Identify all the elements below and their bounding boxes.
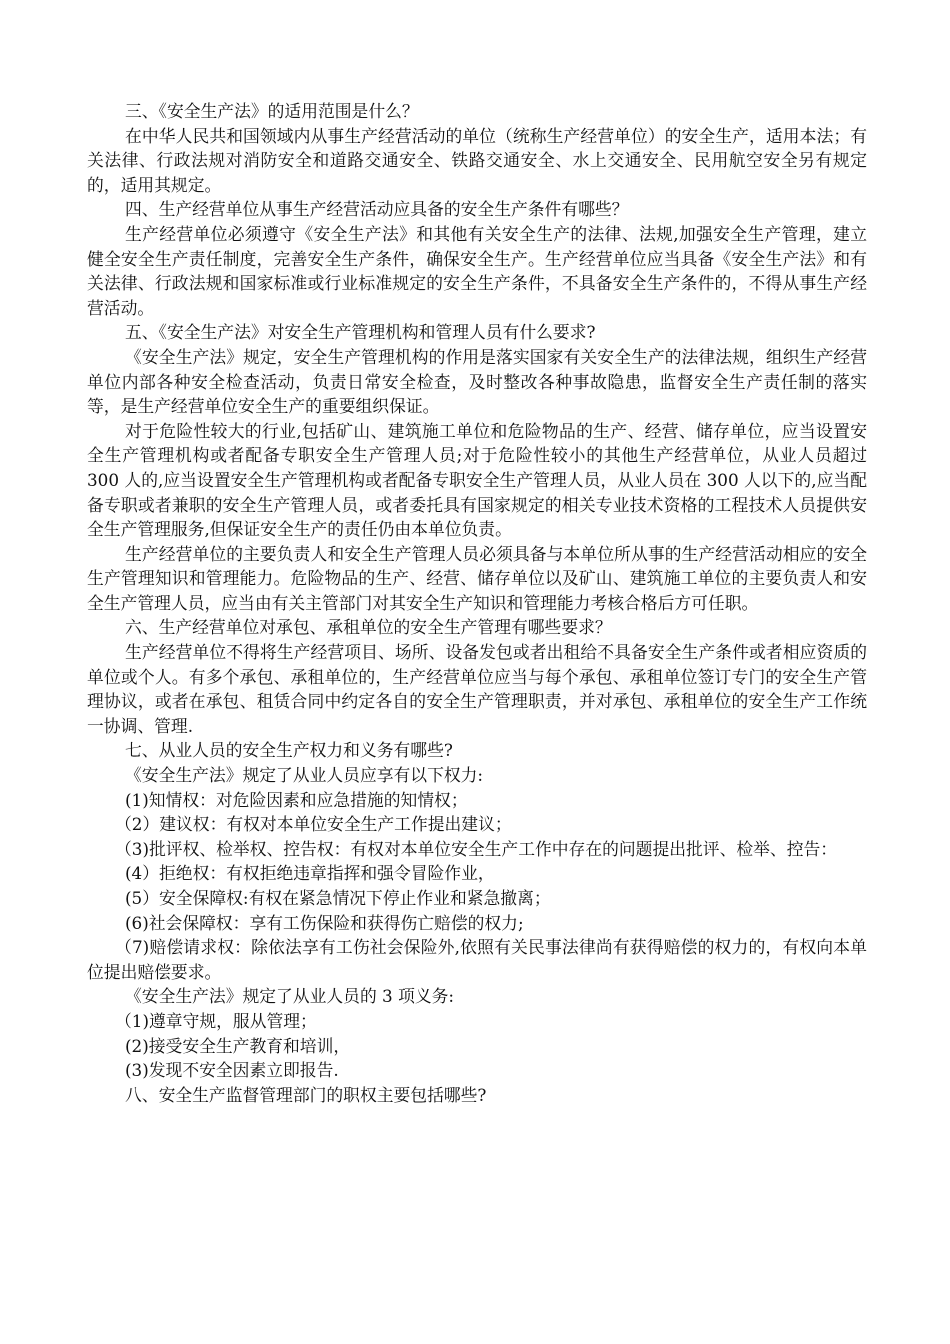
section-heading: 八、安全生产监督管理部门的职权主要包括哪些? <box>125 1084 487 1105</box>
list-item: (6)社会保障权：享有工伤保险和获得伤亡赔偿的权力; <box>125 912 524 933</box>
list-item: (4）拒绝权：有权拒绝违章指挥和强令冒险作业， <box>125 863 495 884</box>
list-item: (1)知情权：对危险因素和应急措施的知情权； <box>125 789 468 810</box>
body-paragraph: 生产经营单位不得将生产经营项目、场所、设备发包或者出租给不具备安全生产条件或者相应资质的单位或个人。有多个承包、承租单位的，生产经营单位应当与每个承包、承租单位签订专门的安全生产管理协议，或者在承包、租赁合同中约定各自的安全生产管理职责，并对承包、承租单位的安全生产工作统一协调、管理. <box>87 642 867 736</box>
list-item: (5）安全保障权:有权在紧急情况下停止作业和紧急撤离； <box>125 888 551 908</box>
section-heading: 五、《安全生产法》对安全生产管理机构和管理人员有什么要求? <box>125 322 596 343</box>
section-heading: 六、生产经营单位对承包、承租单位的安全生产管理有哪些要求？ <box>125 617 612 638</box>
body-paragraph: 对于危险性较大的行业,包括矿山、建筑施工单位和危险物品的生产、经营、储存单位，应当设置安全生产管理机构或者配备专职安全生产管理人员;对于危险性较小的其他生产经营单位，从业人员超过 300 人的,应当设置安全生产管理机构或者配备专职安全生产管理人员，从业人员在 300 人以下的,应当配备专职或者兼职的安全生产管理人员，或者委托具有国家规定的相关专业技术资格的工程技术人员提供安全生产管理服务,但保证安全生产的责任仍由本单位负责。 <box>87 420 867 540</box>
section-heading: 四、生产经营单位从事生产经营活动应具备的安全生产条件有哪些？ <box>125 199 629 220</box>
body-paragraph: 生产经营单位的主要负责人和安全生产管理人员必须具备与本单位所从事的生产经营活动相应的安全生产管理知识和管理能力。危险物品的生产、经营、储存单位以及矿山、建筑施工单位的主要负责人和安全生产管理人员，应当由有关主管部门对其安全生产知识和管理能力考核合格后方可任职。 <box>87 543 867 613</box>
list-item: （1)遵章守规，服从管理； <box>115 1010 317 1031</box>
document-page <box>87 99 867 1107</box>
section-heading: 三、《安全生产法》的适用范围是什么？ <box>125 101 419 121</box>
body-paragraph: 《安全生产法》规定了从业人员的 3 项义务: <box>125 986 455 1007</box>
list-item: (2)接受安全生产教育和培训， <box>125 1035 351 1056</box>
body-paragraph: 在中华人民共和国领域内从事生产经营活动的单位（统称生产经营单位）的安全生产，适用本法；有关法律、行政法规对消防安全和道路交通安全、铁路交通安全、水上交通安全、民用航空安全另有规定的，适用其规定。 <box>87 125 867 195</box>
body-paragraph: 生产经营单位必须遵守《安全生产法》和其他有关安全生产的法律、法规,加强安全生产管理，建立健全安全生产责任制度，完善安全生产条件，确保安全生产。生产经营单位应当具备《安全生产法》和有关法律、行政法规和国家标准或行业标准规定的安全生产条件，不具备安全生产条件的，不得从事生产经营活动。 <box>87 223 867 318</box>
body-paragraph: 《安全生产法》规定，安全生产管理机构的作用是落实国家有关安全生产的法律法规，组织生产经营单位内部各种安全检查活动，负责日常安全检查，及时整改各种事故隐患，监督安全生产责任制的落实等，是生产经营单位安全生产的重要组织保证。 <box>87 346 867 417</box>
list-item: (3)发现不安全因素立即报告. <box>125 1060 339 1081</box>
body-paragraph: 《安全生产法》规定了从业人员应享有以下权力: <box>125 765 484 786</box>
list-item: （2）建议权：有权对本单位安全生产工作提出建议； <box>115 814 512 835</box>
list-item: （7)赔偿请求权：除依法享有工伤社会保险外,依照有关民事法律尚有获得赔偿的权力的，有权向本单位提出赔偿要求。 <box>87 937 867 982</box>
list-item: （3)批评权、检举权、控告权：有权对本单位安全生产工作中存在的问题提出批评、检举、控告： <box>115 838 838 859</box>
section-heading: 七、从业人员的安全生产权力和义务有哪些? <box>125 740 453 761</box>
